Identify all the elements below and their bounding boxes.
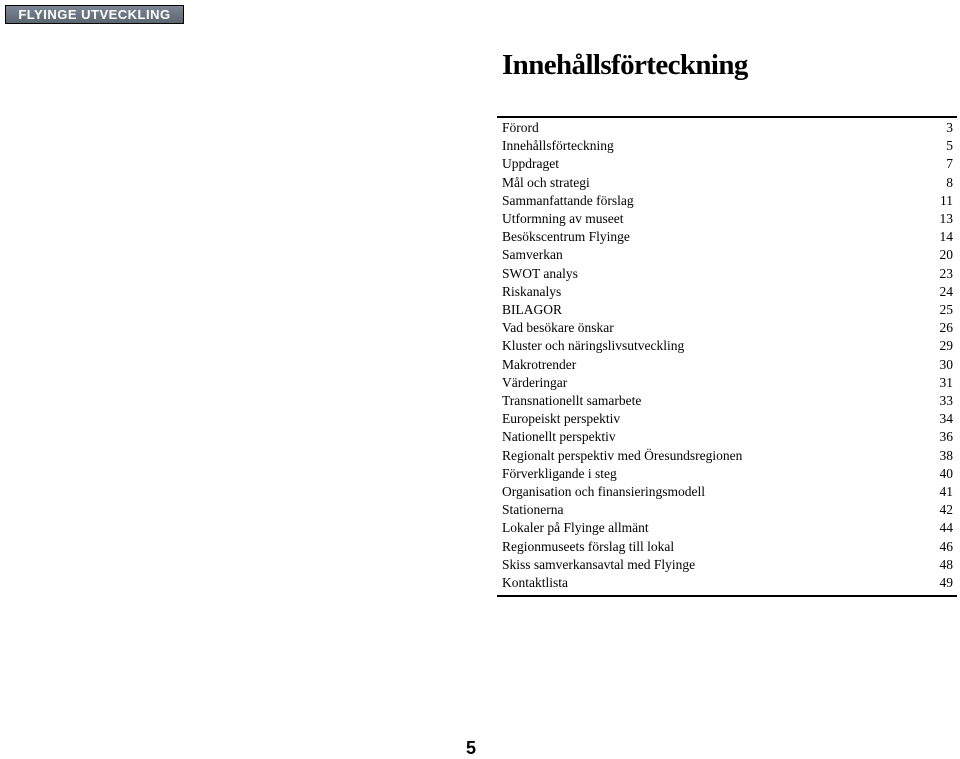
toc-entry-page: 8: [946, 174, 953, 190]
toc-entry-label: Mål och strategi: [502, 174, 590, 190]
toc-entry[interactable]: [502, 483, 953, 501]
toc-entry[interactable]: [502, 319, 953, 337]
toc-entry-page: 26: [939, 320, 953, 336]
toc-entry[interactable]: [502, 410, 953, 428]
toc-entry-page: 3: [946, 120, 953, 135]
toc-entry-label: Förverkligande i steg: [502, 465, 617, 481]
toc-entry-label: BILAGOR: [502, 302, 562, 317]
toc-entry-label: Stationerna: [502, 502, 564, 518]
toc-entry-label: Värderingar: [502, 374, 568, 390]
toc-entry[interactable]: [502, 465, 953, 483]
toc-entry-page: 46: [939, 538, 953, 554]
toc-entry-page: 14: [939, 229, 953, 245]
toc-entry[interactable]: [502, 137, 953, 155]
toc-entry-label: Regionmuseets förslag till lokal: [502, 538, 675, 554]
logo-text: FLYINGE UTVECKLING: [18, 7, 171, 22]
toc-entry-label: Uppdraget: [502, 156, 559, 172]
toc-entry-page: 25: [939, 302, 953, 317]
toc-entry[interactable]: [502, 337, 953, 355]
toc-entry-page: 31: [939, 374, 953, 390]
toc-entry-page: 33: [939, 393, 953, 408]
toc-entry[interactable]: [502, 428, 953, 446]
toc-entry-label: Besökscentrum Flyinge: [502, 229, 630, 245]
toc-entry-label: Innehållsförteckning: [502, 138, 614, 154]
toc-entry-page: 48: [939, 556, 953, 572]
toc-entry-label: Makrotrender: [502, 356, 577, 372]
toc-entry-label: Samverkan: [502, 247, 563, 263]
toc-entry-label: Kontaktlista: [502, 575, 568, 590]
toc-entry-page: 49: [939, 575, 953, 590]
toc-entry[interactable]: [502, 265, 953, 283]
toc-entry-label: Förord: [502, 120, 539, 135]
toc-entry-label: Sammanfattande förslag: [502, 192, 634, 208]
flyinge-utveckling-logo: [5, 5, 184, 24]
toc-entry[interactable]: [502, 210, 953, 228]
toc-entry-label: Regionalt perspektiv med Öresundsregionen: [502, 447, 743, 463]
toc-entry-page: 38: [939, 447, 953, 463]
toc-entry-page: 34: [939, 411, 953, 427]
toc-entry-page: 5: [946, 138, 953, 154]
toc-entry-page: 24: [939, 283, 953, 299]
toc-entry[interactable]: [502, 538, 953, 556]
toc-entry-label: Kluster och näringslivsutveckling: [502, 338, 685, 354]
toc-entry[interactable]: [502, 228, 953, 246]
toc-entry[interactable]: [502, 192, 953, 210]
table-of-contents: [497, 116, 957, 597]
toc-entry[interactable]: [502, 174, 953, 192]
toc-entry[interactable]: [502, 356, 953, 374]
toc-entry-page: 36: [939, 429, 953, 445]
toc-entry-label: Utformning av museet: [502, 211, 624, 226]
toc-entry-label: Riskanalys: [502, 283, 562, 299]
page-number: 5: [466, 738, 477, 758]
toc-entry-label: Transnationellt samarbete: [502, 393, 642, 408]
toc-entry-page: 20: [939, 247, 953, 263]
toc-entry-label: SWOT analys: [502, 265, 578, 281]
page-title: Innehållsförteckning: [502, 49, 748, 82]
toc-entry-page: 40: [939, 465, 953, 481]
toc-entry[interactable]: [502, 301, 953, 319]
toc-entry-page: 29: [939, 338, 953, 354]
toc-entry-page: 44: [939, 520, 953, 536]
toc-entry-page: 7: [946, 156, 953, 172]
toc-entry[interactable]: [502, 556, 953, 574]
toc-entry-page: 30: [939, 356, 953, 372]
toc-entry-label: Organisation och finansieringsmodell: [502, 484, 705, 499]
toc-entry[interactable]: [502, 501, 953, 519]
toc-entry-page: 42: [939, 502, 953, 518]
toc-entry-label: Lokaler på Flyinge allmänt: [502, 520, 649, 536]
toc-entry[interactable]: [502, 374, 953, 392]
toc-entry-page: 13: [939, 211, 953, 226]
toc-entry[interactable]: [502, 447, 953, 465]
toc-entry[interactable]: [502, 246, 953, 264]
toc-entry-page: 41: [939, 484, 953, 499]
toc-entry[interactable]: [502, 283, 953, 301]
toc-entry-page: 23: [939, 265, 953, 281]
toc-entry-page: 11: [940, 192, 953, 208]
toc-entry-label: Europeiskt perspektiv: [502, 411, 621, 427]
toc-entry[interactable]: [502, 574, 953, 592]
toc-entry-label: Nationellt perspektiv: [502, 429, 616, 445]
toc-entry-label: Skiss samverkansavtal med Flyinge: [502, 556, 696, 572]
toc-entry[interactable]: [502, 119, 953, 137]
toc-entry[interactable]: [502, 155, 953, 173]
toc-entry[interactable]: [502, 519, 953, 537]
toc-entry[interactable]: [502, 392, 953, 410]
toc-entry-label: Vad besökare önskar: [502, 320, 614, 336]
